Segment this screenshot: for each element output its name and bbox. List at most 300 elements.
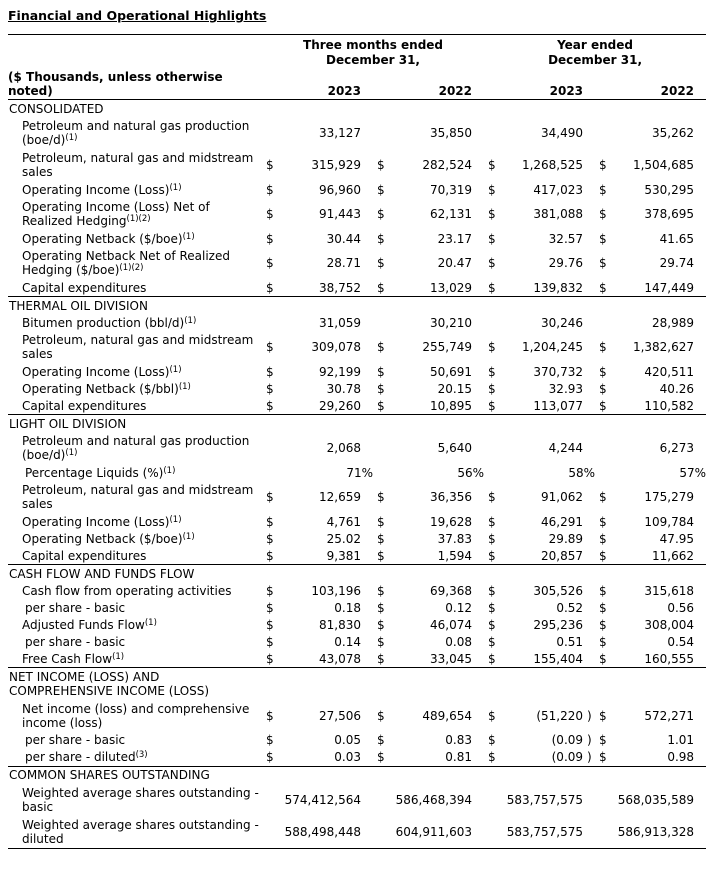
currency-symbol: $: [377, 617, 385, 632]
row-label-text: per share - basic: [25, 733, 126, 747]
year-header: 2022: [595, 68, 694, 100]
paren-close: [361, 616, 373, 633]
paren-close: [583, 633, 595, 650]
value-cell: 29.74: [659, 256, 695, 270]
value-cell: 4,244: [548, 441, 584, 455]
paren-close: [472, 784, 484, 816]
section-header: [8, 415, 706, 433]
paren-close: [361, 181, 373, 198]
paren-close: [361, 547, 373, 565]
value-cell: 50,691: [430, 364, 472, 379]
value-cell: (0.09: [504, 749, 583, 767]
currency-symbol: $: [488, 531, 496, 546]
paren-close: [361, 230, 373, 247]
value-cell: 20.47: [437, 256, 472, 270]
value-cell: 29.76: [548, 256, 584, 270]
currency-symbol: $: [488, 600, 496, 615]
value-cell: 56%: [457, 465, 485, 480]
row-label-text: per share - diluted: [25, 750, 136, 764]
table-row: [8, 700, 706, 732]
currency-symbol: $: [595, 397, 615, 415]
value-cell: 30,210: [430, 315, 472, 330]
paren-close: [472, 481, 484, 513]
value-cell: 139,832: [504, 279, 583, 297]
paren-close: [694, 380, 706, 397]
paren-close: [583, 117, 595, 149]
row-label-text: Operating Netback ($/boe): [22, 231, 183, 246]
paren-close: [472, 380, 484, 397]
paren-close: [472, 230, 484, 247]
paren-close: [583, 230, 595, 247]
currency-symbol: $: [599, 708, 607, 723]
currency-symbol: $: [488, 708, 496, 723]
table-row: [8, 198, 706, 230]
value-cell: 19,628: [430, 514, 472, 529]
paren-close: [583, 149, 595, 181]
value-cell: 30.44: [326, 231, 361, 246]
paren-close: [583, 247, 595, 279]
paren-close: [361, 331, 373, 363]
currency-symbol: [262, 464, 282, 481]
paren-close: [694, 230, 706, 247]
paren-close: [583, 380, 595, 397]
section-title: CASH FLOW AND FUNDS FLOW: [9, 566, 195, 581]
paren-close: [694, 331, 706, 363]
value-cell: 586,913,328: [615, 816, 694, 849]
row-label-text: per share - basic: [25, 634, 126, 649]
row-label: [8, 279, 262, 297]
currency-symbol: [373, 314, 393, 331]
row-label-text: Operating Income (Loss): [22, 364, 170, 379]
row-label: [8, 363, 262, 380]
value-cell: 586,468,394: [395, 792, 472, 807]
units-label: ($ Thousands, unless otherwise noted): [8, 68, 262, 100]
paren-close: [472, 198, 484, 230]
footnote-ref: (1)(2): [119, 263, 144, 273]
currency-symbol: $: [377, 708, 385, 723]
footnote-ref: (1): [178, 381, 191, 392]
value-cell: 568,035,589: [617, 792, 695, 807]
currency-symbol: [373, 464, 393, 481]
currency-symbol: [262, 816, 282, 849]
value-cell: 30,246: [541, 315, 584, 330]
value-cell: 47.95: [659, 531, 695, 546]
value-cell: 1,204,245: [521, 340, 584, 354]
paren-close: [361, 314, 373, 331]
value-cell: 35,850: [430, 126, 472, 140]
currency-symbol: $: [266, 617, 274, 632]
currency-symbol: $: [599, 514, 607, 529]
paren-close: [361, 784, 373, 816]
table-row: [8, 784, 706, 816]
value-cell: 91,062: [541, 490, 584, 504]
value-cell: 29,260: [282, 397, 361, 415]
value-cell: 255,749: [422, 340, 472, 354]
currency-symbol: $: [262, 279, 282, 297]
paren-close: [472, 650, 484, 668]
footnote-ref: (1): [182, 531, 195, 542]
period-year-ended: [484, 35, 706, 69]
currency-symbol: [595, 784, 615, 816]
currency-symbol: [262, 117, 282, 149]
currency-symbol: $: [266, 182, 274, 197]
table-row: [8, 481, 706, 513]
paren-close: [361, 732, 373, 749]
footnote-ref: (1): [112, 651, 125, 662]
value-cell: 20.15: [437, 381, 472, 396]
currency-symbol: $: [266, 634, 274, 649]
currency-symbol: $: [599, 617, 607, 632]
currency-symbol: $: [266, 708, 274, 723]
paren-close: [694, 247, 706, 279]
row-label-text: Operating Netback Net of Realized Hedging ($/boe): [22, 249, 230, 277]
paren-close: [694, 279, 706, 297]
row-label-text: Bitumen production (bbl/d): [22, 315, 185, 330]
currency-symbol: $: [488, 340, 496, 354]
row-label: [8, 314, 262, 331]
value-cell: 25.02: [326, 531, 361, 546]
row-label-text: Petroleum, natural gas and midstream sales: [22, 333, 254, 361]
currency-symbol: [373, 816, 393, 849]
value-cell: 62,131: [430, 207, 472, 221]
paren-close: [472, 181, 484, 198]
row-label: [8, 397, 262, 415]
currency-symbol: $: [377, 514, 385, 529]
currency-symbol: $: [266, 514, 274, 529]
table-row: [8, 816, 706, 849]
currency-symbol: $: [488, 182, 496, 197]
footnote-ref: (1): [169, 182, 182, 193]
currency-symbol: $: [484, 279, 504, 297]
paren-close: [472, 149, 484, 181]
currency-symbol: $: [262, 397, 282, 415]
value-cell: 29.89: [548, 531, 584, 546]
currency-symbol: $: [599, 634, 607, 649]
currency-symbol: $: [599, 231, 607, 246]
paren-close: [694, 547, 706, 565]
paren-close: [472, 331, 484, 363]
currency-symbol: $: [373, 397, 393, 415]
currency-symbol: $: [266, 231, 274, 246]
currency-symbol: [262, 314, 282, 331]
value-cell: 91,443: [319, 207, 361, 221]
currency-symbol: $: [488, 617, 496, 632]
row-label-text: Petroleum, natural gas and midstream sales: [22, 151, 254, 179]
value-cell: 46,074: [430, 617, 472, 632]
paren-close: [472, 547, 484, 565]
row-label: [8, 247, 262, 279]
row-label-text: per share - basic: [25, 600, 126, 615]
currency-symbol: $: [484, 397, 504, 415]
period-three-months: [262, 35, 484, 69]
value-cell: 27,506: [319, 708, 361, 723]
paren-close: ): [587, 733, 592, 747]
table-row: [8, 331, 706, 363]
value-cell: 175,279: [644, 490, 695, 504]
section-title: THERMAL OIL DIVISION: [9, 298, 148, 313]
table-row: [8, 247, 706, 279]
section-header: [8, 297, 706, 315]
row-label: [8, 732, 262, 749]
currency-symbol: $: [599, 583, 607, 598]
footnote-ref: (1): [163, 465, 176, 476]
value-cell: 0.52: [556, 600, 584, 615]
currency-symbol: $: [599, 490, 607, 504]
row-label-text: Operating Income (Loss): [22, 514, 170, 529]
row-label-text: Weighted average shares outstanding - basic: [22, 785, 259, 814]
year-header: 2023: [262, 68, 361, 100]
table-row: [8, 279, 706, 297]
value-cell: 11,662: [615, 547, 694, 565]
paren-close: [472, 363, 484, 380]
paren-close: [472, 117, 484, 149]
value-cell: 96,960: [319, 182, 361, 197]
section-header: [8, 565, 706, 583]
row-label-text: Petroleum, natural gas and midstream sales: [22, 483, 254, 511]
section-title: LIGHT OIL DIVISION: [9, 416, 127, 431]
row-label: [8, 198, 262, 230]
paren-close: [361, 149, 373, 181]
currency-symbol: [484, 784, 504, 816]
value-cell: 420,511: [644, 364, 695, 379]
footnote-ref: (1): [184, 315, 197, 326]
value-cell: 70,319: [430, 182, 472, 197]
table-row: [8, 149, 706, 181]
table-row: [8, 749, 706, 767]
value-cell: 0.83: [445, 733, 472, 747]
currency-symbol: $: [599, 340, 607, 354]
row-label-text: Capital expenditures: [22, 548, 147, 563]
paren-close: [694, 732, 706, 749]
paren-close: [694, 117, 706, 149]
currency-symbol: $: [488, 364, 496, 379]
paren-close: [583, 616, 595, 633]
value-cell: 305,526: [533, 583, 584, 598]
row-label: [8, 599, 262, 616]
paren-close: [361, 582, 373, 599]
section-header: [8, 668, 706, 700]
value-cell: 28,989: [652, 315, 695, 330]
value-cell: 113,077: [504, 397, 583, 415]
row-label: [8, 380, 262, 397]
table-row: [8, 732, 706, 749]
currency-symbol: $: [262, 547, 282, 565]
row-label-text: Percentage Liquids (%): [25, 465, 164, 480]
row-label-text: Operating Income (Loss): [22, 182, 170, 197]
currency-symbol: $: [484, 749, 504, 767]
table-row: [8, 582, 706, 599]
currency-symbol: [484, 117, 504, 149]
value-cell: 71%: [346, 465, 373, 480]
currency-symbol: $: [266, 531, 274, 546]
row-label-text: Operating Income (Loss) Net of Realized Hedging: [22, 200, 210, 228]
currency-symbol: $: [377, 634, 385, 649]
table-row: [8, 616, 706, 633]
paren-close: [361, 513, 373, 530]
currency-symbol: $: [488, 256, 496, 270]
value-cell: 0.54: [667, 634, 695, 649]
footnote-ref: (1): [144, 617, 157, 628]
paren-close: [361, 279, 373, 297]
currency-symbol: $: [484, 547, 504, 565]
currency-symbol: $: [377, 600, 385, 615]
currency-symbol: $: [377, 490, 385, 504]
value-cell: 20,857: [504, 547, 583, 565]
value-cell: 41.65: [659, 231, 695, 246]
value-cell: 4,761: [326, 514, 361, 529]
currency-symbol: $: [377, 182, 385, 197]
value-cell: 315,929: [311, 158, 361, 172]
currency-symbol: $: [377, 583, 385, 598]
value-cell: 37.83: [437, 531, 472, 546]
paren-close: [694, 481, 706, 513]
value-cell: 31,059: [319, 315, 361, 330]
paren-close: [694, 181, 706, 198]
currency-symbol: $: [266, 733, 274, 747]
value-cell: 489,654: [422, 708, 472, 723]
currency-symbol: $: [599, 158, 607, 172]
currency-symbol: $: [266, 364, 274, 379]
paren-close: [472, 397, 484, 415]
currency-symbol: $: [377, 158, 385, 172]
currency-symbol: $: [266, 490, 274, 504]
currency-symbol: $: [373, 547, 393, 565]
paren-close: [583, 784, 595, 816]
row-label-text: Capital expenditures: [22, 280, 147, 295]
paren-close: [583, 198, 595, 230]
paren-close: [694, 432, 706, 464]
currency-symbol: [262, 432, 282, 464]
period-label-line2: December 31,: [548, 53, 642, 67]
row-label: [8, 149, 262, 181]
currency-symbol: $: [373, 749, 393, 767]
value-cell: 0.05: [334, 733, 361, 747]
currency-symbol: [373, 117, 393, 149]
currency-symbol: $: [599, 600, 607, 615]
paren-close: [361, 380, 373, 397]
value-cell: 0.51: [556, 634, 584, 649]
currency-symbol: $: [599, 381, 607, 396]
value-cell: 33,045: [393, 650, 472, 668]
table-row: [8, 363, 706, 380]
row-label: [8, 481, 262, 513]
currency-symbol: $: [484, 650, 504, 668]
currency-symbol: $: [599, 733, 607, 747]
row-label: [8, 547, 262, 565]
paren-close: ): [583, 749, 595, 767]
year-header: 2022: [373, 68, 472, 100]
currency-symbol: $: [595, 749, 615, 767]
currency-symbol: [373, 784, 393, 816]
paren-close: [583, 363, 595, 380]
currency-symbol: $: [488, 634, 496, 649]
currency-symbol: $: [266, 381, 274, 396]
paren-close: [694, 599, 706, 616]
value-cell: 572,271: [644, 708, 695, 723]
value-cell: 38,752: [282, 279, 361, 297]
paren-close: [583, 432, 595, 464]
value-cell: 81,830: [319, 617, 361, 632]
currency-symbol: [595, 117, 615, 149]
value-cell: 30.78: [326, 381, 361, 396]
currency-symbol: [484, 816, 504, 849]
value-cell: 315,618: [644, 583, 695, 598]
table-row: [8, 650, 706, 668]
currency-symbol: $: [488, 381, 496, 396]
paren-close: [583, 582, 595, 599]
currency-symbol: $: [377, 381, 385, 396]
footnote-ref: (1): [65, 448, 78, 458]
table-row: [8, 380, 706, 397]
value-cell: 1,594: [393, 547, 472, 565]
row-label-text: Capital expenditures: [22, 398, 147, 413]
value-cell: 0.98: [615, 749, 694, 767]
table-row: [8, 513, 706, 530]
value-cell: 155,404: [504, 650, 583, 668]
currency-symbol: $: [599, 207, 607, 221]
paren-close: [472, 816, 484, 849]
footnote-ref: (1): [65, 133, 78, 143]
paren-close: [583, 279, 595, 297]
paren-close: [361, 749, 373, 767]
row-label-text: Operating Netback ($/boe): [22, 531, 183, 546]
value-cell: 417,023: [533, 182, 584, 197]
row-label-text: Weighted average shares outstanding - diluted: [22, 817, 259, 846]
row-label: [8, 117, 262, 149]
row-label-text: Petroleum and natural gas production (boe/d): [22, 119, 250, 147]
currency-symbol: $: [488, 207, 496, 221]
value-cell: 43,078: [282, 650, 361, 668]
paren-close: [361, 198, 373, 230]
value-cell: 10,895: [393, 397, 472, 415]
paren-close: [583, 530, 595, 547]
row-label: [8, 650, 262, 668]
paren-close: [361, 530, 373, 547]
paren-close: [694, 616, 706, 633]
table-row: [8, 397, 706, 415]
value-cell: 9,381: [282, 547, 361, 565]
value-cell: 574,412,564: [284, 792, 361, 807]
value-cell: (0.09: [551, 733, 584, 747]
currency-symbol: [595, 816, 615, 849]
table-row: [8, 547, 706, 565]
value-cell: 0.18: [334, 600, 361, 615]
value-cell: 308,004: [644, 617, 695, 632]
currency-symbol: $: [595, 279, 615, 297]
currency-symbol: $: [262, 650, 282, 668]
paren-close: [472, 530, 484, 547]
value-cell: 28.71: [326, 256, 361, 270]
paren-close: [361, 247, 373, 279]
currency-symbol: $: [373, 650, 393, 668]
value-cell: 46,291: [541, 514, 584, 529]
value-cell: 1,268,525: [521, 158, 584, 172]
currency-symbol: $: [595, 547, 615, 565]
footnote-ref: (1): [169, 514, 182, 525]
table-row: [8, 599, 706, 616]
section-title: CONSOLIDATED: [9, 101, 104, 116]
currency-symbol: $: [488, 158, 496, 172]
paren-close: [694, 513, 706, 530]
section-title: NET INCOME (LOSS) AND COMPREHENSIVE INCOME (LOSS): [9, 669, 210, 698]
paren-close: [694, 530, 706, 547]
currency-symbol: $: [377, 531, 385, 546]
paren-close: [472, 279, 484, 297]
footnote-ref: (3): [135, 750, 148, 760]
value-cell: 92,199: [319, 364, 361, 379]
row-label: [8, 582, 262, 599]
value-cell: 583,757,575: [506, 792, 584, 807]
